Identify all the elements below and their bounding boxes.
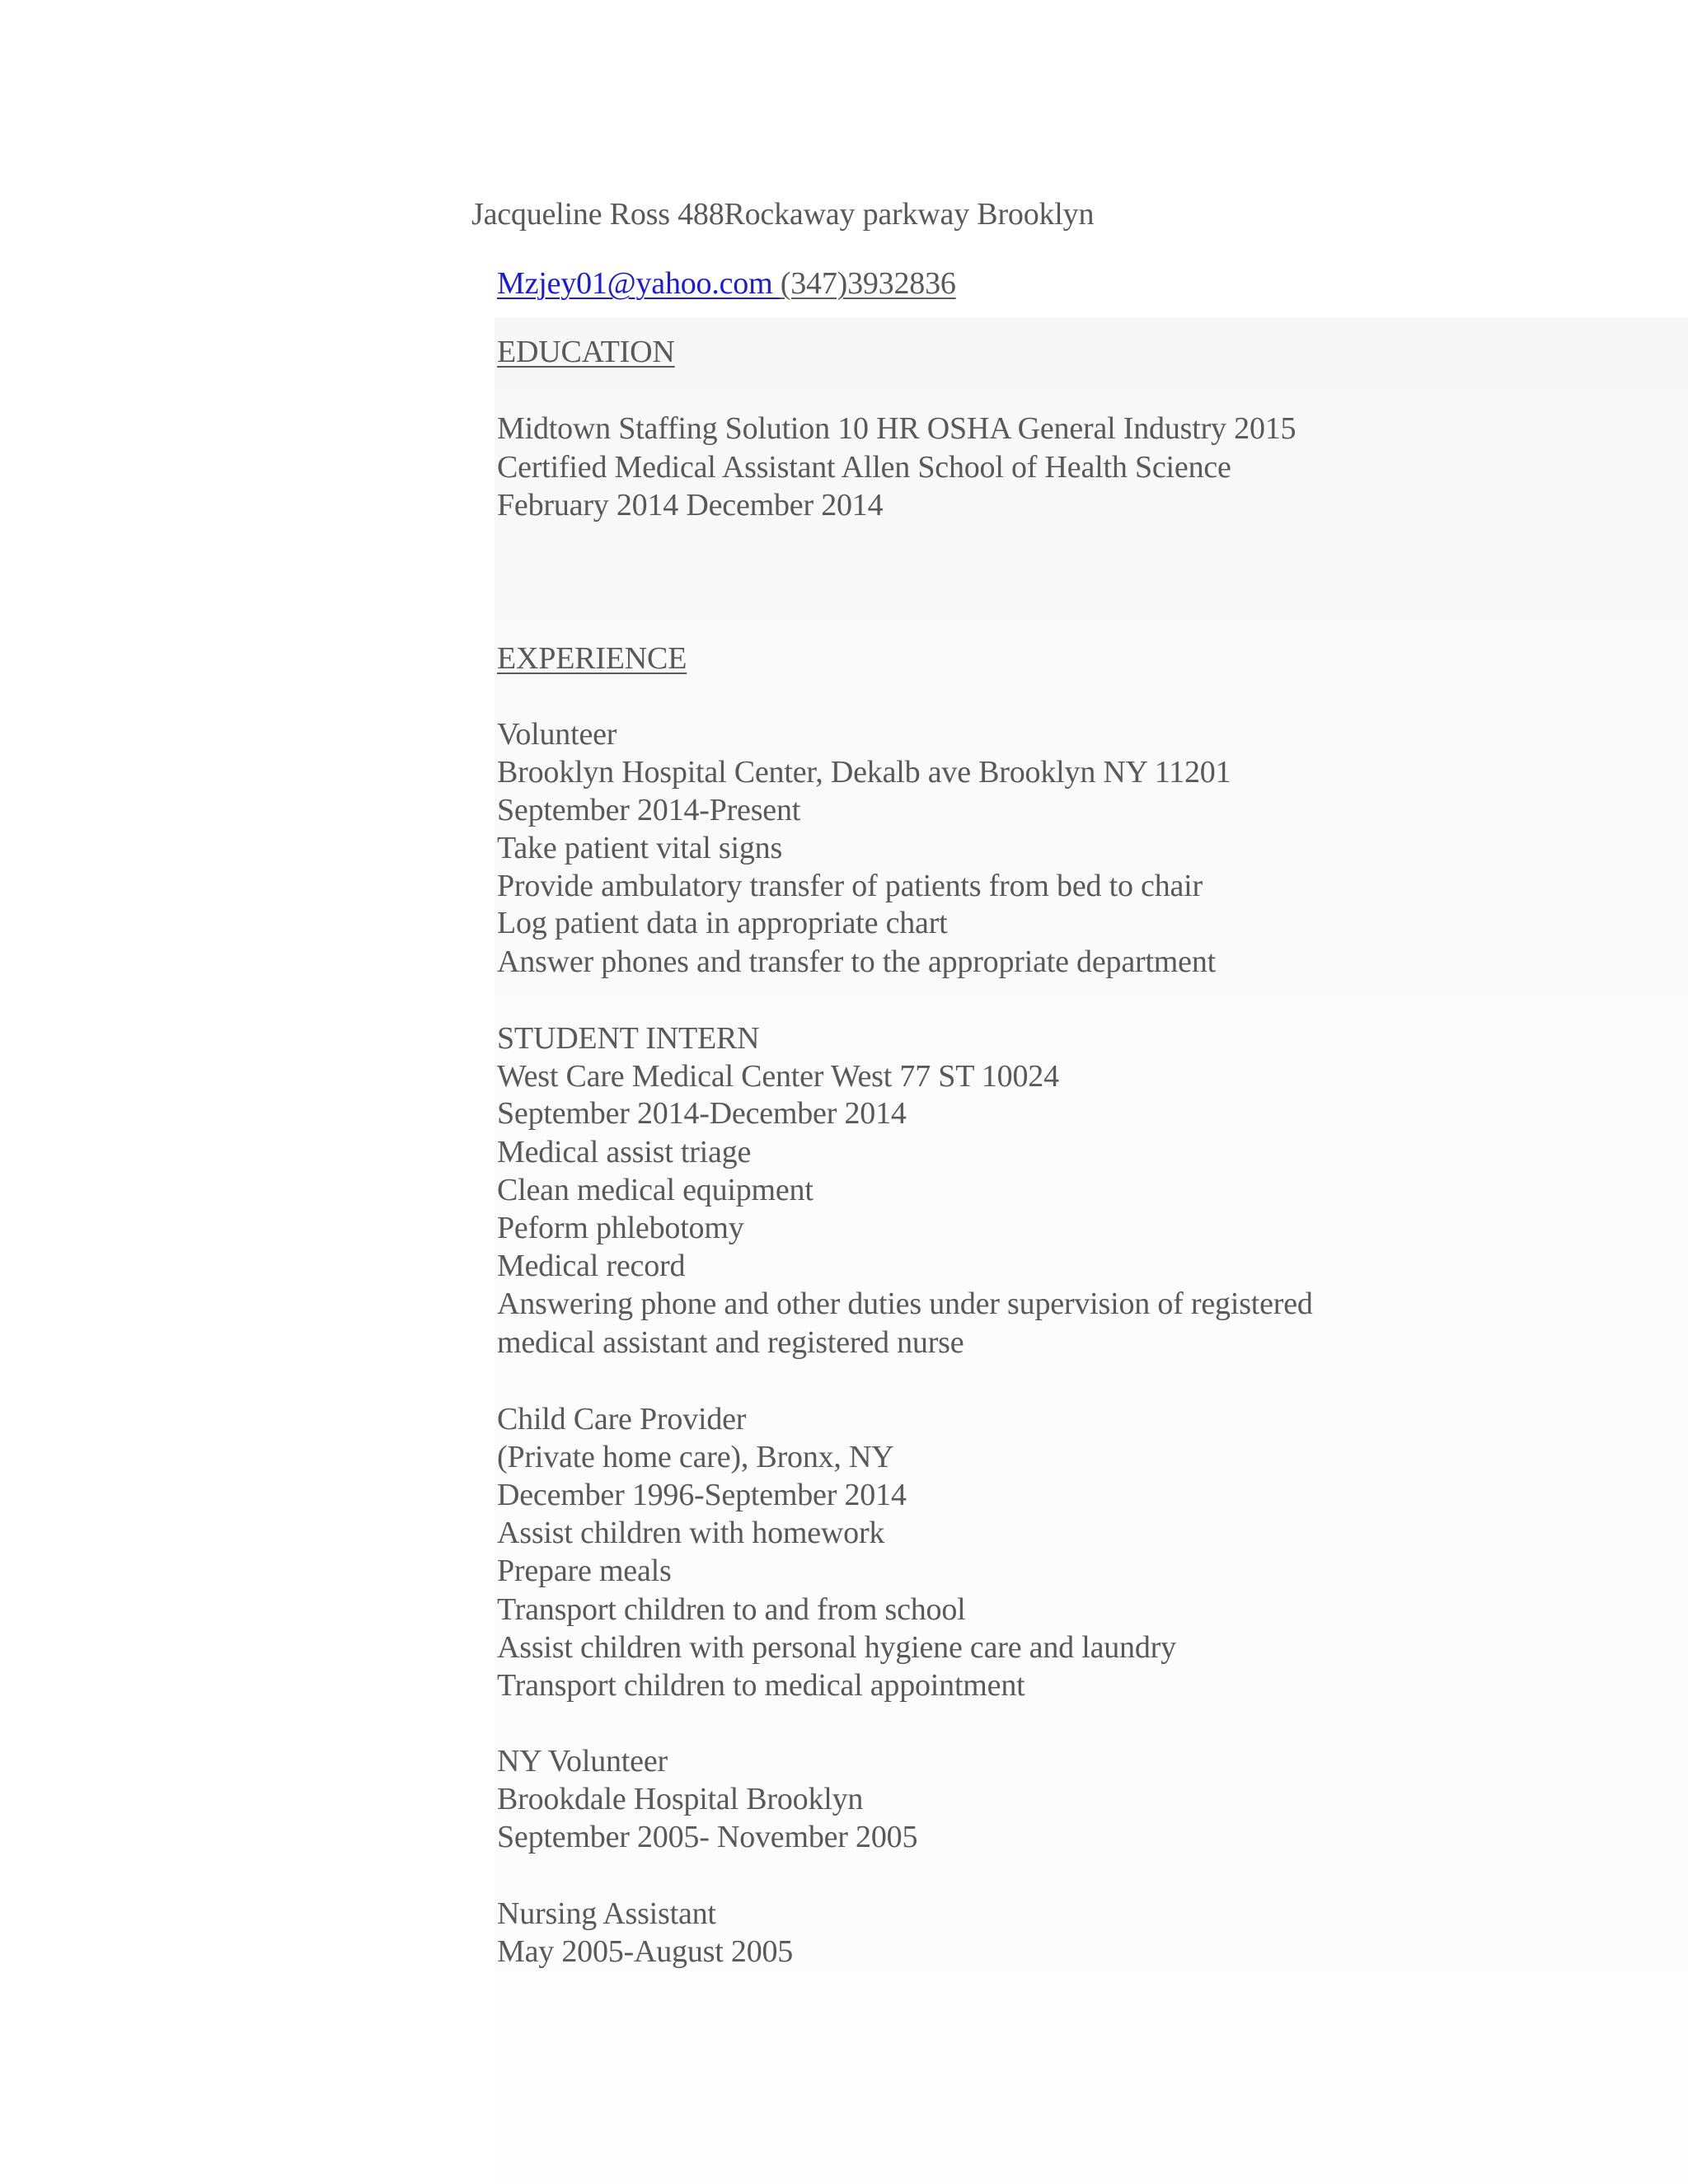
job-duty: Assist children with personal hygiene care and laundry [497,1630,1176,1665]
job-dates: May 2005-August 2005 [497,1934,794,1969]
job-duty: Answer phones and transfer to the appropriate department [497,944,1216,979]
job-duty: Log patient data in appropriate chart [497,906,948,940]
email-link[interactable]: Mzjey01@yahoo.com [497,266,781,301]
job-dates: September 2005- November 2005 [497,1820,918,1854]
job-title: Volunteer [497,717,617,752]
job-duty: Transport children to and from school [497,1592,966,1627]
education-line: February 2014 December 2014 [497,488,884,523]
job-duty: medical assistant and registered nurse [497,1325,964,1360]
job-duty: Clean medical equipment [497,1173,814,1207]
job-dates: December 1996-September 2014 [497,1478,907,1512]
job-duty: Provide ambulatory transfer of patients from bed to chair [497,869,1203,903]
experience-heading: EXPERIENCE [497,641,687,676]
name-address-line: Jacqueline Ross 488Rockaway parkway Brooklyn [471,197,1095,232]
job-title: STUDENT INTERN [497,1021,760,1056]
job-place: Brooklyn Hospital Center, Dekalb ave Brooklyn NY 11201 [497,755,1231,790]
job-dates: September 2014-Present [497,793,801,827]
job-duty: Take patient vital signs [497,831,783,865]
job-place: (Private home care), Bronx, NY [497,1440,894,1474]
job-duty: Answering phone and other duties under supervision of registered [497,1286,1313,1321]
job-duty: Medical assist triage [497,1135,752,1169]
job-duty: Assist children with homework [497,1516,885,1550]
job-title: Nursing Assistant [497,1896,716,1931]
job-duty: Medical record [497,1249,686,1283]
contact-line [497,265,956,302]
education-line: Certified Medical Assistant Allen School of Health Science [497,450,1231,485]
job-place: West Care Medical Center West 77 ST 10024 [497,1059,1059,1094]
job-dates: September 2014-December 2014 [497,1096,907,1131]
education-heading: EDUCATION [497,335,675,369]
job-title: NY Volunteer [497,1744,668,1779]
job-place: Brookdale Hospital Brooklyn [497,1782,864,1816]
job-duty: Prepare meals [497,1554,672,1588]
job-title: Child Care Provider [497,1402,747,1436]
job-duty: Peform phlebotomy [497,1211,744,1245]
phone-number: (347)3932836 [780,266,956,301]
job-duty: Transport children to medical appointment [497,1668,1025,1703]
education-line: Midtown Staffing Solution 10 HR OSHA General Industry 2015 [497,411,1296,446]
